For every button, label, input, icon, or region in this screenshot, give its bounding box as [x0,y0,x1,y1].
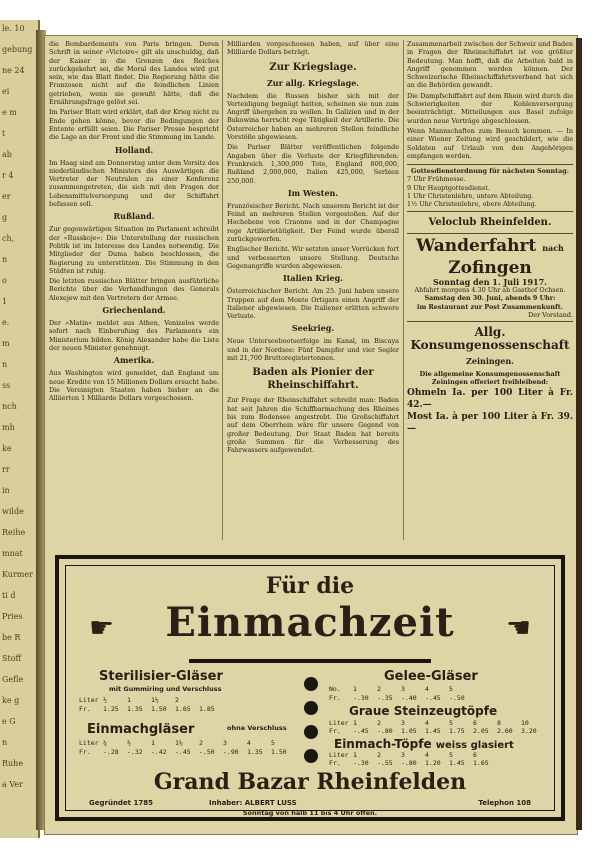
left-page-fragment: ab [2,150,12,159]
product-subtitle: ohne Verschluss [227,724,287,732]
left-page-fragment: Kurmer [2,570,33,579]
article-paragraph: Zur gegenwärtigen Situation im Parlament schreibt der »Russkoje«: Die Unterstellung der russischen Politik ist im Interesse des Landes notwendig. Die Mitglieder der Duma haben beschlossen, die Regierung zu unterstützen. Die Stimmung in den Städten ist ruhig. [49,225,219,275]
left-page-fragment: n [2,360,8,369]
shop-hours: Sonntag von halb 11 bis 4 Uhr offen. [242,809,378,817]
left-page-fragment: m [2,339,10,348]
article-paragraph: Österreichischer Bericht. Am 25. Juni haben unsere Truppen auf dem Monte Ortigara einen Angriff der Italiener abgewiesen. Die Italiener erlitten schwere Verluste. [227,287,399,321]
table-cell: 2 [175,696,179,704]
article-paragraph: Zusammenarbeit zwischen der Schweiz und Baden in Fragen der Rheinschiffahrt ist von größter Bedeutung. Man hofft, daß die Arbeiten bald in Angriff genommen werden können. Der Schweizerische Rheinschiffahrtsverband hat sich an die Behörden gewandt. [407,40,573,90]
pointing-hand-icon: ☛ [89,611,115,644]
left-page-fragment: ke [2,444,12,453]
left-page-fragment: Stoff [2,654,22,663]
product-table-row [329,759,497,767]
section-heading: Zur Kriegslage. [269,61,357,73]
table-cell: 1 [151,739,155,747]
ad-title-line2: Einmachzeit [165,599,455,646]
product-table-row [329,751,497,759]
wander-signature: Der Vorstand. [528,310,573,319]
section-heading: Rußland. [113,211,155,222]
section-heading: Baden als Pionier der Rheinschiffahrt. [252,367,374,392]
ad-bullet-dot [304,749,318,763]
product-table-row [79,696,199,704]
left-page-fragment: nch [2,402,17,411]
wander-date: Sonntag den 1. Juli 1917. [433,276,547,287]
article-paragraph: Im Pariser Blatt wird erklärt, daß der Krieg nicht zu Ende gehen könne, bevor die Bedingungen der Entente erfüllt seien. Die Pariser Presse bespricht die Lage an der Front und die Stimmung im Lande. [49,108,219,142]
table-cell: 6 [473,751,477,759]
section-heading: Seekrieg. [291,323,335,334]
table-cell: 8 [497,719,501,727]
product-title: Einmachgläser [87,722,195,737]
table-cell: -.32 [127,748,143,756]
table-cell: 2.05 [473,727,489,735]
left-page-fragment: e. [2,318,10,327]
left-page-fragment: Ruhe [2,759,24,768]
section-heading: Holland. [114,144,154,155]
table-cell: -.42 [151,748,167,756]
article-paragraph: Französischer Bericht. Nach unserem Bericht ist der Feind an mehreren Stellen vorgestoßen. Auf der Hochebene von Craonne und in der Champagne rege Artillerietätigkeit. Der Feind wurde überall zurückgeworfen. [227,201,399,244]
church-line: 7 Uhr Frühmesse. [407,175,466,184]
table-cell: 6 [473,719,477,727]
article-paragraph: Zur Frage der Rheinschiffahrt schreibt man: Baden hat seit Jahren die Schiffbarmachung des Rheines bis zum Bodensee angestrebt. Die Großschiffahrt auf dem Oberrhein wäre für unsere Gegend von großer Bedeutung. Der Staat Baden hat bereits große Summen für die Verbesserung des Fahrwassers aufgewendet. [227,396,399,455]
left-page-fragment: ch, [2,234,15,243]
newspaper-page [44,35,578,835]
table-cell: 1.35 [127,705,143,713]
wander-destination: Zofingen [448,257,532,278]
table-cell: -.30 [353,694,369,702]
table-cell: 1.75 [449,727,465,735]
table-cell: -.45 [175,748,191,756]
wander-nach: nach [542,242,564,253]
table-cell: 1.65 [473,759,489,767]
table-cell: 1.85 [199,705,215,713]
article-paragraph: die Bombardements von Paris bringen. Deren Schrift in seiner »Victoire« gilt als unschuldig, daß der Kaiser in die Grenzen des Reiches zurückgekehrt sei, die Moral des Landes wird gut sein, wie das Blatt findet. Die Regierung hätte die Franzosen nicht auf die feindlichen Linien getrieben, wenn sie gewußt hätte, daß die Ernährungsfrage gelöst sei. [49,40,219,107]
table-cell: 2 [377,685,381,693]
left-page-fragment: be R [2,633,21,642]
table-cell: 2 [199,739,203,747]
table-cell: 1 [353,685,357,693]
table-cell: 1.20 [425,759,441,767]
product-subtitle: mit Gummiring und Verschluss [109,685,222,693]
table-cell: 1.05 [401,727,417,735]
shop-owner: Inhaber: ALBERT LUSS [209,799,297,807]
table-cell: 1.50 [271,748,287,756]
table-cell: 2 [377,751,381,759]
article-paragraph: Die Pariser Blätter veröffentlichen folgende Angaben über die Verluste der Kriegführenden: Frankreich 1,300,000 Tote, England 800,000, Rußland 2,000,000, Italien 425,000, Serbien 250,000. [227,143,399,185]
left-page-fragment: gebung [2,45,33,54]
article-paragraph: Wenn Mannschaften zum Besuch kommen. — In einer Wiener Zeitung wird geschildert, wie die Soldaten auf Urlaub von den Angehörigen empfangen werden. [407,126,573,160]
table-cell: Liter [329,719,349,727]
wander-title [407,236,573,278]
table-cell: 3 [223,739,227,747]
table-cell: -.80 [401,759,417,767]
table-cell: 1.65 [175,705,191,713]
left-page-fragment: g [2,213,8,222]
left-page-fragment: t [2,129,6,138]
shop-name: Grand Bazar Rheinfelden [153,769,467,795]
left-page-fragment: ke g [2,696,20,705]
ad-bullet-dot [304,725,318,739]
table-cell: -.45 [353,727,369,735]
left-page-fragment: a Ver [2,780,23,789]
table-cell: 2.60 [497,727,513,735]
column-left [49,40,219,404]
wander-title-text: Wanderfahrt [416,235,537,256]
left-page-fragment: le. 10 [2,24,25,33]
left-page-fragment: e G [2,717,16,726]
column-rule [403,40,404,540]
church-notice [407,164,573,211]
article-paragraph: Im Haag sind am Donnerstag unter dem Vorsitz des niederländischen Ministers des Auswärtigen die Vertreter der Neutralen zu einer Konferenz zusammengetreten, die sich mit den Fragen der Lebensmittelversorgung und der Schiffahrt befassen soll. [49,158,219,209]
left-page-fragment: Reihe [2,528,26,537]
product-title [334,737,514,751]
table-cell: 5 [449,719,453,727]
table-cell: 3.20 [521,727,537,735]
product-table-row [329,727,545,735]
table-cell: 1.25 [103,705,119,713]
church-line: 9 Uhr Hauptgottesdienst. [407,183,490,192]
table-cell: 1.35 [247,748,263,756]
table-cell: Fr. [329,694,341,702]
konsum-city: Zeiningen. [466,356,514,367]
table-cell: -.50 [449,694,465,702]
table-cell: 4 [425,751,429,759]
wander-meeting-place: im Restaurant zur Post Zusammenkunft. [417,302,563,311]
table-cell: -.28 [103,748,119,756]
table-cell: ½ [127,739,131,747]
table-cell: -.50 [199,748,215,756]
left-page-fragment: in [2,486,10,495]
left-page-fragment: e m [2,108,17,117]
product-title-text: Einmach-Töpfe [334,737,432,751]
table-cell: 2 [377,719,381,727]
table-cell: -.40 [401,694,417,702]
table-cell: 1.50 [151,705,167,713]
article-paragraph: Neue Unterseebootserfolge im Kanal, im Biscaya und in der Nordsee: Fünf Dampfer und vier Segler mit 21,700 Bruttoregistertonnen. [227,337,399,363]
ad-divider [189,659,431,663]
left-page-fragment: r 4 [2,171,14,180]
pointing-hand-icon: ☛ [505,611,531,644]
konsum-text: Die allgemeine Konsumgenossenschaft Zeiningen offeriert freibleibend: [419,370,561,387]
shop-founded: Gegründet 1785 [89,799,153,807]
section-heading: Italien Krieg. [282,273,344,284]
sub-heading: Zur allg. Kriegslage. [266,77,360,88]
section-heading: Amerika. [113,355,155,366]
left-page-fragment: o [2,276,7,285]
left-page-fragment: mnat [2,549,23,558]
product-table-row [79,748,295,756]
left-page-fragment: Pries [2,612,23,621]
section-heading: Im Westen. [287,187,339,198]
wander-meeting: Samstag den 30. Juni, abends 9 Uhr: [424,294,556,303]
shop-phone: Telephon 108 [478,799,531,807]
table-cell: 1.45 [425,727,441,735]
left-page-edge [0,20,40,838]
wander-ad [407,233,573,322]
table-cell: No. [329,685,341,693]
table-cell: Fr. [79,705,91,713]
ad-title-line1: Für die [265,573,355,599]
article-paragraph: Die letzten russischen Blätter bringen ausführliche Berichte über die Verhandlungen des Generals Alexejew mit den Vertretern der Armee. [49,277,219,302]
table-cell: 1½ [175,739,183,747]
article-paragraph: Aus Washington wird gemeldet, daß England um neue Kredite von 15 Millionen Dollars ersucht habe. Die Vereinigten Staaten haben bisher an die Alliierten 1 Milliarde Dollars vorgeschossen. [49,369,219,403]
left-page-fragment: er [2,192,11,201]
table-cell: Liter [79,739,99,747]
product-table-row [329,694,473,702]
column-right [407,40,573,435]
konsum-offer-2: Most Ia. à per 100 Liter à Fr. 39.— [407,411,573,434]
product-table-row [329,719,545,727]
church-line: 1½ Uhr Christenlehre, obere Abteilung. [407,200,537,209]
church-line: 1 Uhr Christenlehre, untere Abteilung. [407,192,534,201]
konsum-title: Allg. Konsumgenossenschaft [410,325,570,353]
table-cell: -.30 [353,759,369,767]
table-cell: 1 [127,696,131,704]
book-edge [576,38,582,830]
product-title: Gelee-Gläser [384,669,478,684]
ad-bullet-dot [304,677,318,691]
left-page-fragment: mh [2,423,15,432]
table-cell: 3 [401,719,405,727]
table-cell: 3 [401,685,405,693]
table-cell: Fr. [329,727,341,735]
table-cell: 4 [425,685,429,693]
wander-depart: Abfahrt morgens 4.30 Uhr ab Gasthof Ochsen. [414,285,566,294]
article-paragraph: Englischer Bericht. Wir setzten unser Vorrücken fort und verbesserten unsere Stellung. Deutsche Gegenangriffe wurden abgewiesen. [227,245,399,270]
club-title: Veloclub Rheinfelden. [428,216,552,228]
table-cell: 1 [353,719,357,727]
table-cell: 5 [449,751,453,759]
left-page-fragment: ei [2,87,10,96]
table-cell: 10 [521,719,529,727]
table-cell: -.35 [377,694,393,702]
article-paragraph: Milliarden vorgeschossen haben, auf über eine Milliarde Dollars beträgt. [227,40,399,57]
bazar-advertisement [55,555,565,821]
column-rule [222,40,223,540]
table-cell: 3 [401,751,405,759]
table-cell: ½ [103,696,107,704]
table-cell: 4 [247,739,251,747]
table-cell: -.80 [377,727,393,735]
product-table-row [329,685,473,693]
table-cell: -.55 [377,759,393,767]
ad-bullet-dot [304,701,318,715]
product-table-row [79,705,223,713]
left-page-fragment: ss [2,381,11,390]
table-cell: Liter [79,696,99,704]
table-cell: 5 [449,685,453,693]
table-cell: 1½ [151,696,159,704]
table-cell: Liter [329,751,349,759]
column-middle [227,40,399,456]
konsum-offer-1: Ohmeln Ia. per 100 Liter à Fr. 42.— [407,387,573,410]
article-paragraph: Der »Matin« meldet aus Athen, Venizelos werde sofort nach Einberufung des Parlaments ein Ministerium bilden. König Alexander habe die Liste der neuen Minister genehmigt. [49,319,219,352]
left-page-fragment: wilde [2,507,24,516]
table-cell: 1 [353,751,357,759]
left-page-fragment: ti d [2,591,16,600]
church-title: Gottesdienstordnung für nächsten Sonntag. [411,167,569,176]
table-cell: Fr. [329,759,341,767]
product-title: Graue Steinzeugtöpfe [349,704,498,718]
article-paragraph: Die Dampfschiffahrt auf dem Rhein wird durch die Schwierigkeiten der Kohlenversorgung beeinträchtigt. Mitteilungen aus Basel zufolge wurden neue Verträge abgeschlossen. [407,91,573,125]
table-cell: 5 [271,739,275,747]
left-page-fragment: ne 24 [2,66,25,75]
left-page-fragment: rr [2,465,10,474]
table-cell: -.90 [223,748,239,756]
table-cell: Fr. [79,748,91,756]
section-heading: Griechenland. [102,305,166,316]
table-cell: -.45 [425,694,441,702]
left-page-fragment: Gefle [2,675,24,684]
left-page-fragment: n [2,255,8,264]
left-page-fragment: 1 [2,297,8,306]
table-cell: 1.45 [449,759,465,767]
article-paragraph: Nachdem die Russen bisher sich mit der Verteidigung begnügt hatten, scheinen sie nun zum Angriff übergehen zu wollen. In Galizien und in der Bukowina herrscht rege Tätigkeit der Artillerie. Die Österreicher haben an mehreren Stellen feindliche Vorstöße abgewiesen. [227,91,399,142]
product-title-suffix: weiss glasiert [435,740,514,751]
table-cell: 4 [425,719,429,727]
table-cell: ¼ [103,739,107,747]
product-table-row [79,739,295,747]
product-title: Sterilisier-Gläser [99,669,223,684]
left-page-fragment: n [2,738,8,747]
